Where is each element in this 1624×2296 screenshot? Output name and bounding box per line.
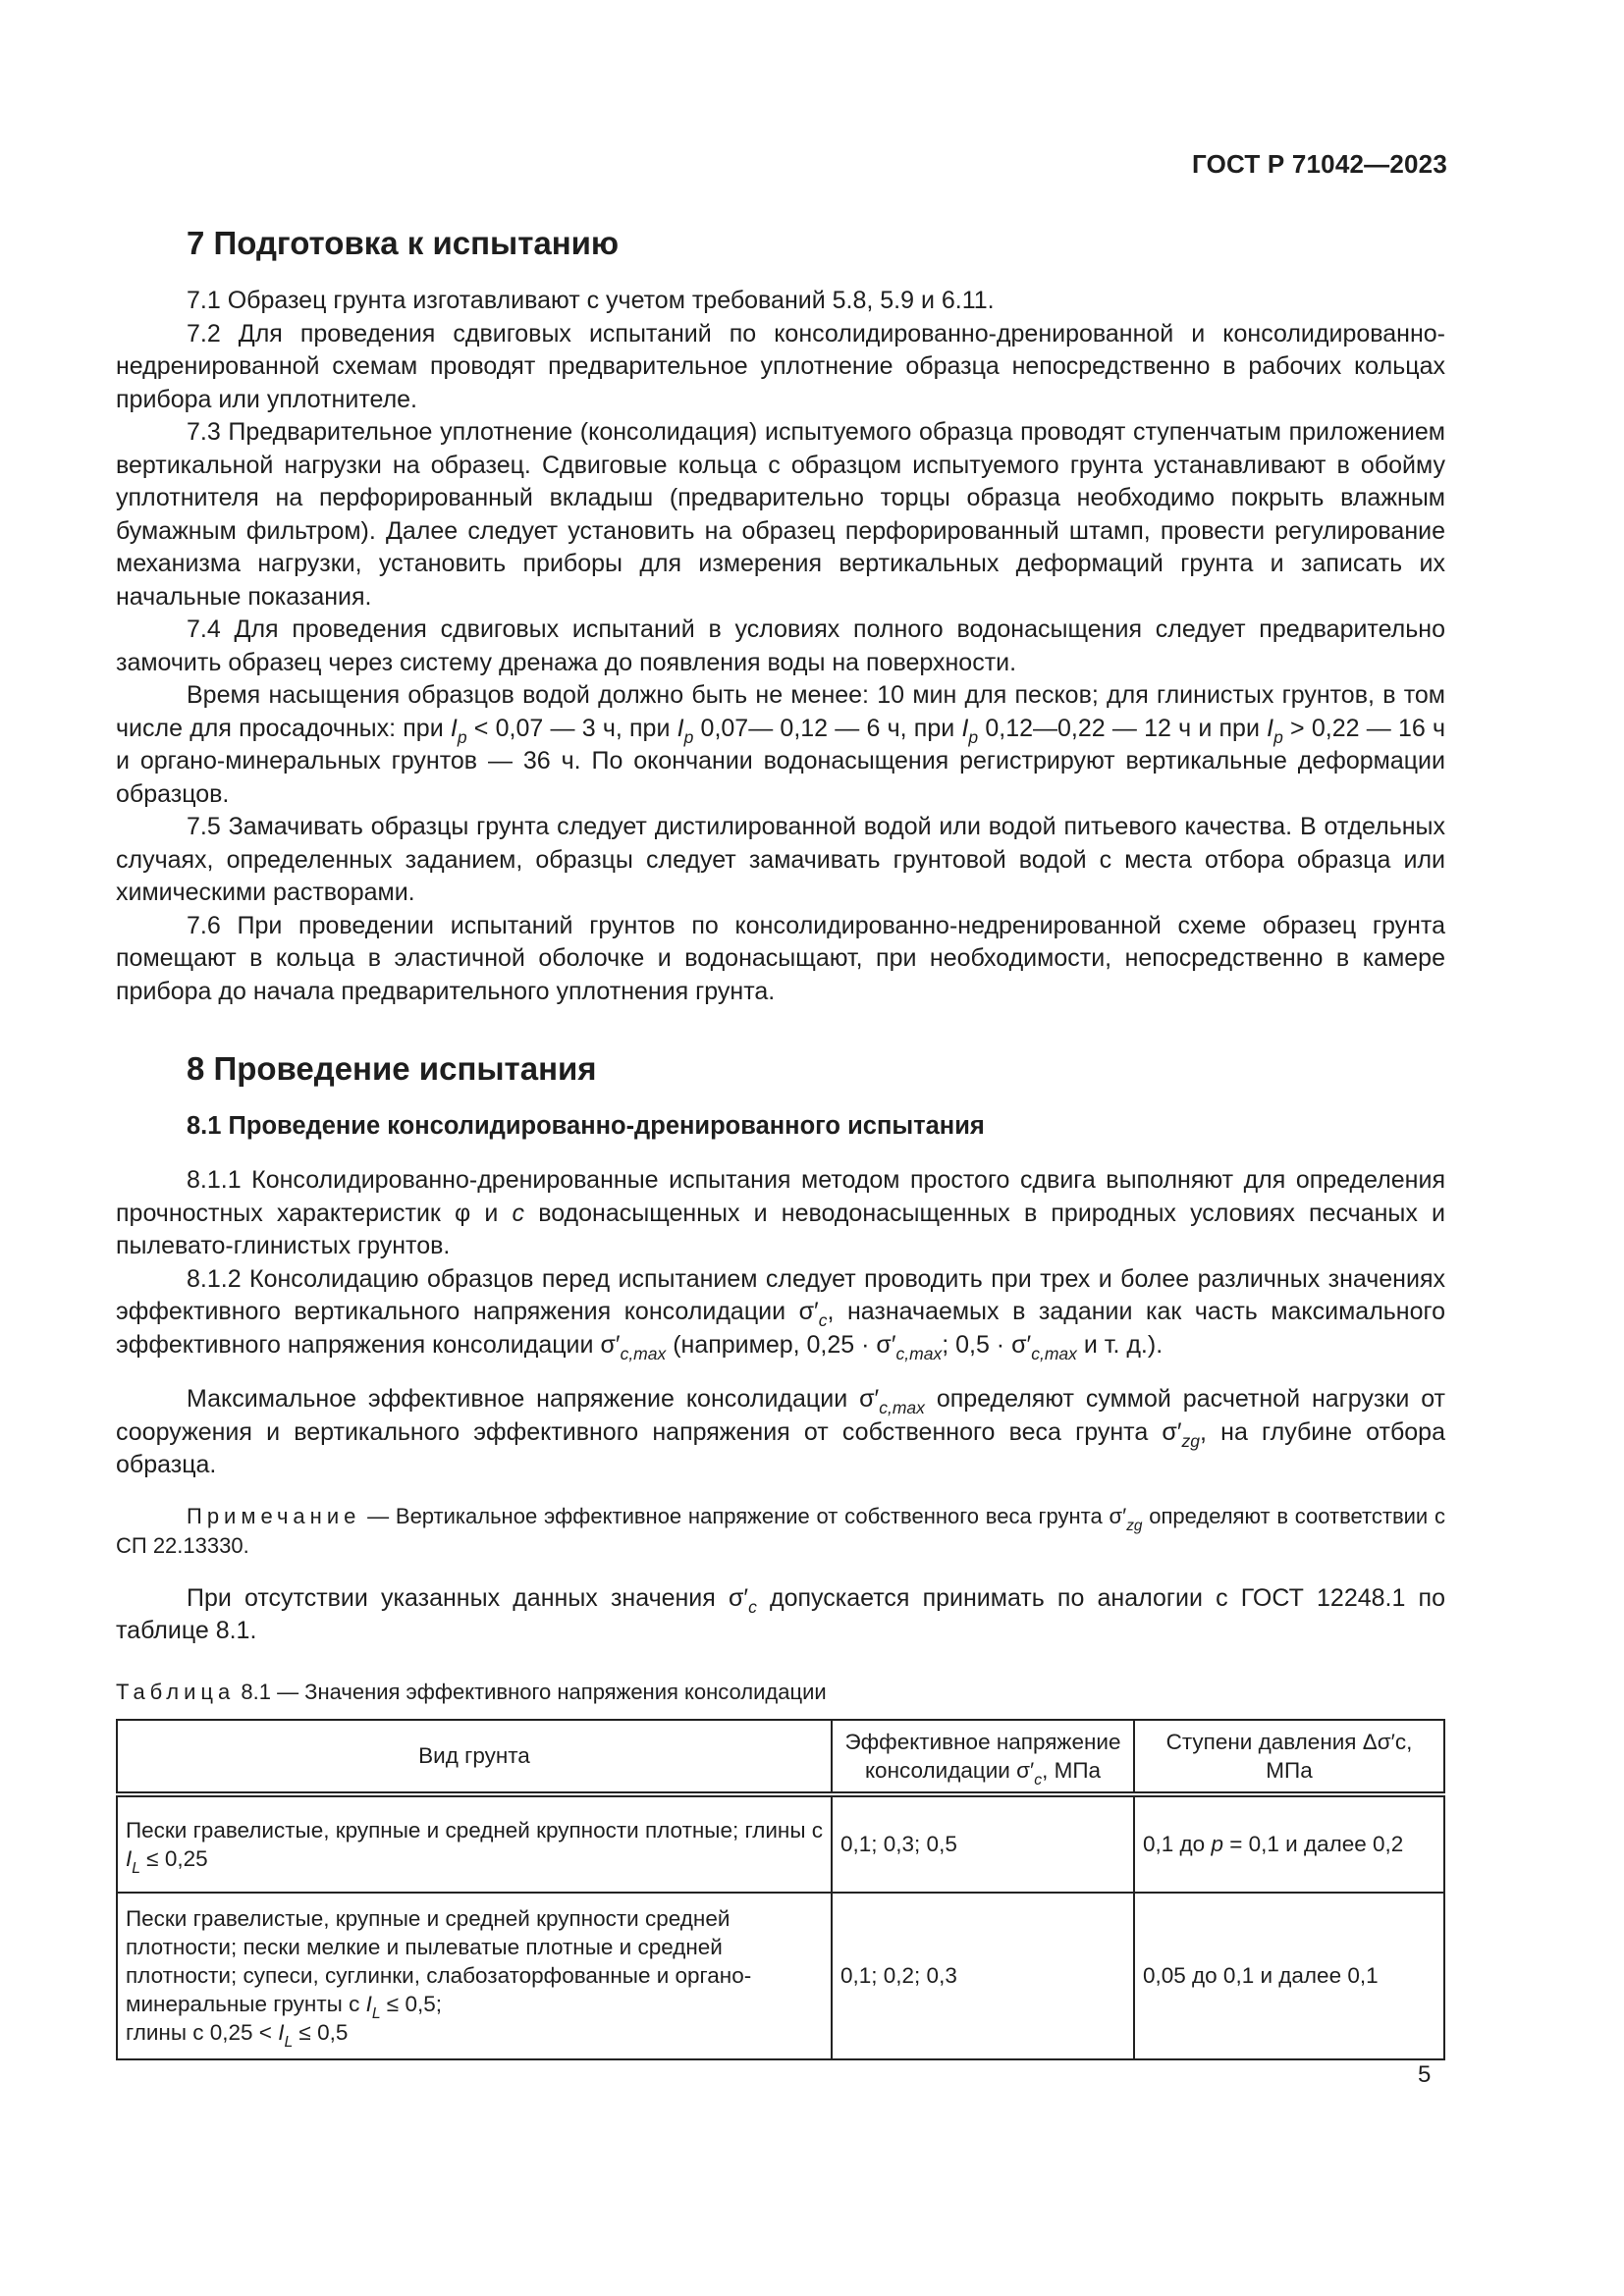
subsection-8-1-heading: 8.1 Проведение консолидированно-дренированного испытания xyxy=(187,1112,985,1140)
note-label: Примечание xyxy=(187,1503,361,1528)
paragraph-7-2: 7.2 Для проведения сдвиговых испытаний по консолидированно-дренированной и консолидированно-недренированной схемам проводят предварительное уплотнение образца непосредственно в рабочих кольцах прибора или уплотнителе. xyxy=(116,319,1445,413)
table-row xyxy=(117,1893,1444,2059)
cell-pressure-steps: 0,05 до 0,1 и далее 0,1 xyxy=(1134,1893,1444,2059)
paragraph-max-stress: Максимальное эффективное напряжение консолидации $\sigma'_{c,max}$ определяют суммой расчетной нагрузки от сооружения и вертикального эффективного напряжения от собственного веса грунта $\sigma'_{zg}$, на глубине отбора образца. xyxy=(116,1385,1446,1478)
section-7-heading: 7 Подготовка к испытанию xyxy=(187,225,620,261)
paragraph-absent-data: При отсутствии указанных данных значения $\sigma'_c$ допускается принимать по аналогии с ГОСТ 12248.1 по таблице 8.1. xyxy=(116,1583,1445,1644)
cell-pressure-steps: 0,1 до p = 0,1 и далее 0,2 xyxy=(1134,1794,1444,1893)
header-effective-stress: Эффективное напряжение консолидации $\sigma'_c$, МПа xyxy=(832,1720,1134,1794)
paragraph-saturation-time: Время насыщения образцов водой должно быть не менее: 10 мин для песков; для глинистых грунтов, в том числе для просадочных: при $I_p < 0,07$ — 3 ч, при $I_p$ 0,07— 0,12 — 6 ч, при $I_p$ 0,12—0,22 — 12 ч и при $I_p > 0,22$ — 16 ч и органо-минеральных грунтов — 36 ч. По окончании водонасыщения регистрируют вертикальные деформации образцов. xyxy=(116,681,1446,808)
cell-effective-stress: 0,1; 0,2; 0,3 xyxy=(832,1893,1134,2059)
header-soil-type: Вид грунта xyxy=(117,1720,832,1794)
paragraph-8-1-1: 8.1.1 Консолидированно-дренированные испытания методом простого сдвига выполняют для определения прочностных характеристик φ и c водонасыщенных и неводонасыщенных в природных условиях песчаных и пылевато-глинистых грунтов. xyxy=(116,1166,1445,1259)
note: Примечание — Вертикальное эффективное напряжение от собственного веса грунта $\sigma'_{zg}$ определяют в соответствии с СП 22.13330. xyxy=(116,1503,1445,1558)
consolidation-stress-table xyxy=(116,1719,1445,2060)
paragraph-7-6: 7.6 При проведении испытаний грунтов по консолидированно-недренированной схеме образец грунта помещают в кольца в эластичной оболочке и водонасыщают, при необходимости, непосредственно в камере прибора до начала предварительного уплотнения грунта. xyxy=(116,911,1445,1005)
paragraph-7-5: 7.5 Замачивать образцы грунта следует дистилированной водой или водой питьевого качества. В отдельных случаях, определенных заданием, образцы следует замачивать грунтовой водой с места отбора образца или химическими растворами. xyxy=(116,813,1445,906)
page-number: 5 xyxy=(1418,2061,1432,2088)
paragraph-7-3: 7.3 Предварительное уплотнение (консолидация) испытуемого образца проводят ступенчатым приложением вертикальной нагрузки на образец. Сдвиговые кольца с образцом испытуемого грунта устанавливают в обойму уплотнителя на перфорированный вкладыш (предварительно торцы образца необходимо покрыть влажным бумажным фильтром). Далее следует установить на образец перфорированный штамп, провести регулирование механизма нагрузки, установить приборы для измерения вертикальных деформаций грунта и записать их начальные показания. xyxy=(116,418,1445,611)
table-row xyxy=(117,1794,1444,1893)
cell-soil-type: Пески гравелистые, крупные и средней крупности средней плотности; пески мелкие и пылеватые плотные и средней плотности; супеси, суглинки, слабозаторфованные и органо-минеральные грунты с $I_L \le 0,5$; глины с $0,25 < I_L \le 0,5$ xyxy=(117,1893,832,2059)
cell-soil-type: Пески гравелистые, крупные и средней крупности плотные; глины с $I_L \le 0,25$ xyxy=(117,1794,832,1893)
table-caption: Таблица 8.1 — Значения эффективного напряжения консолидации xyxy=(116,1679,827,1704)
paragraph-7-1: 7.1 Образец грунта изготавливают с учетом требований 5.8, 5.9 и 6.11. xyxy=(187,287,995,314)
paragraph-8-1-2: 8.1.2 Консолидацию образцов перед испытанием следует проводить при трех и более различных значениях эффективного вертикального напряжения консолидации $\sigma'_c$, назначаемых в задании как часть максимального эффективного напряжения консолидации $\sigma'_{c,max}$ (например, $0,25 \cdot \sigma'_{c,max}$; $0,5 \cdot \sigma'_{c,max}$ и т. д.). xyxy=(116,1264,1445,1363)
table-header-row xyxy=(117,1720,1444,1794)
page-content xyxy=(116,224,1445,2060)
header-pressure-steps: Ступени давления Δσ′c, МПа xyxy=(1134,1720,1444,1794)
paragraph-7-4: 7.4 Для проведения сдвиговых испытаний в условиях полного водонасыщения следует предварительно замочить образец через систему дренажа до появления воды на поверхности. xyxy=(116,615,1445,676)
cell-effective-stress: 0,1; 0,3; 0,5 xyxy=(832,1794,1134,1893)
section-8-heading: 8 Проведение испытания xyxy=(187,1050,597,1087)
document-id: ГОСТ Р 71042—2023 xyxy=(1192,149,1447,179)
